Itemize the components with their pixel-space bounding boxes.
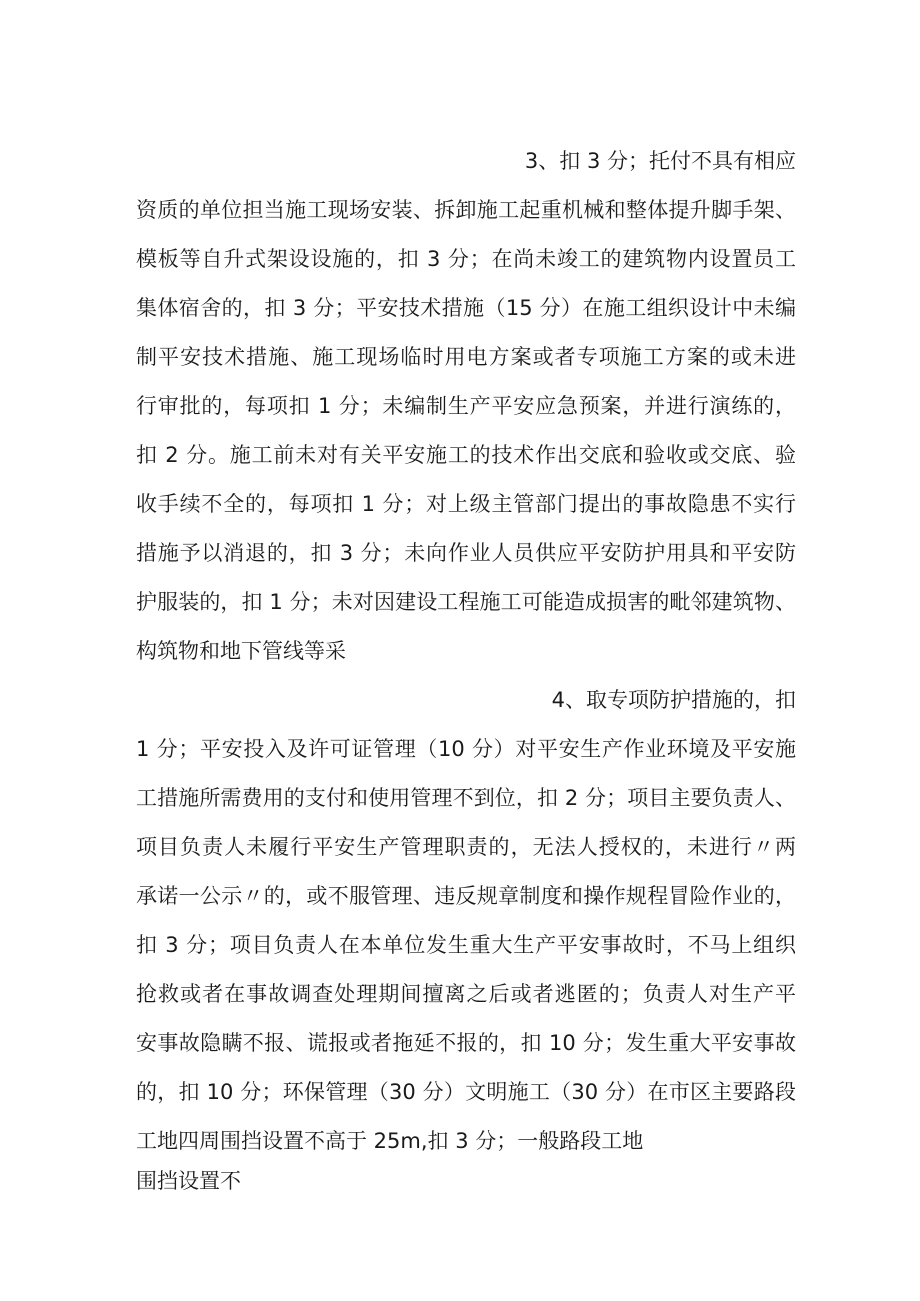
paragraph-line: 措施予以消退的，扣 3 分；未向作业人员供应平安防护用具和平安防 (136, 541, 796, 565)
paragraph-line: 围挡设置不 (136, 1169, 241, 1193)
paragraph-line: 抢救或者在事故调查处理期间擅离之后或者逃匿的；负责人对生产平 (136, 982, 796, 1006)
paragraph-line: 项目负责人未履行平安生产管理职责的，无法人授权的，未进行〃两 (136, 835, 796, 859)
paragraph-line: 3、扣 3 分；托付不具有相应 (524, 149, 796, 173)
paragraph-line: 制平安技术措施、施工现场临时用电方案或者专项施工方案的或未进 (136, 345, 796, 369)
paragraph-line: 行审批的，每项扣 1 分；未编制生产平安应急预案，并进行演练的， (136, 394, 796, 418)
paragraph-line: 收手续不全的，每项扣 1 分；对上级主管部门提出的事故隐患不实行 (136, 492, 796, 516)
paragraph-line: 护服装的，扣 1 分；未对因建设工程施工可能造成损害的毗邻建筑物、 (136, 590, 796, 614)
paragraph-line: 资质的单位担当施工现场安装、拆卸施工起重机械和整体提升脚手架、 (136, 198, 796, 222)
paragraph-line: 扣 3 分；项目负责人在本单位发生重大生产平安事故时，不马上组织 (136, 933, 796, 957)
paragraph-line: 承诺一公示〃的，或不服管理、违反规章制度和操作规程冒险作业的， (136, 884, 796, 908)
paragraph-line: 模板等自升式架设设施的，扣 3 分；在尚未竣工的建筑物内设置员工 (136, 247, 796, 271)
paragraph-line: 构筑物和地下管线等采 (136, 639, 346, 663)
paragraph-line: 工地四周围挡设置不高于 25m,扣 3 分；一般路段工地 (136, 1129, 644, 1153)
paragraph-line: 扣 2 分。施工前未对有关平安施工的技术作出交底和验收或交底、验 (136, 443, 796, 467)
paragraph-line: 集体宿舍的，扣 3 分；平安技术措施（15 分）在施工组织设计中未编 (136, 296, 796, 320)
paragraph-line: 工措施所需费用的支付和使用管理不到位，扣 2 分；项目主要负责人、 (136, 786, 796, 810)
paragraph-line: 的，扣 10 分；环保管理（30 分）文明施工（30 分）在市区主要路段 (136, 1080, 796, 1104)
paragraph-line: 安事故隐瞒不报、谎报或者拖延不报的，扣 10 分；发生重大平安事故 (136, 1031, 796, 1055)
paragraph-line: 1 分；平安投入及许可证管理（10 分）对平安生产作业环境及平安施 (136, 737, 796, 761)
paragraph-line: 4、取专项防护措施的，扣 (551, 688, 796, 712)
